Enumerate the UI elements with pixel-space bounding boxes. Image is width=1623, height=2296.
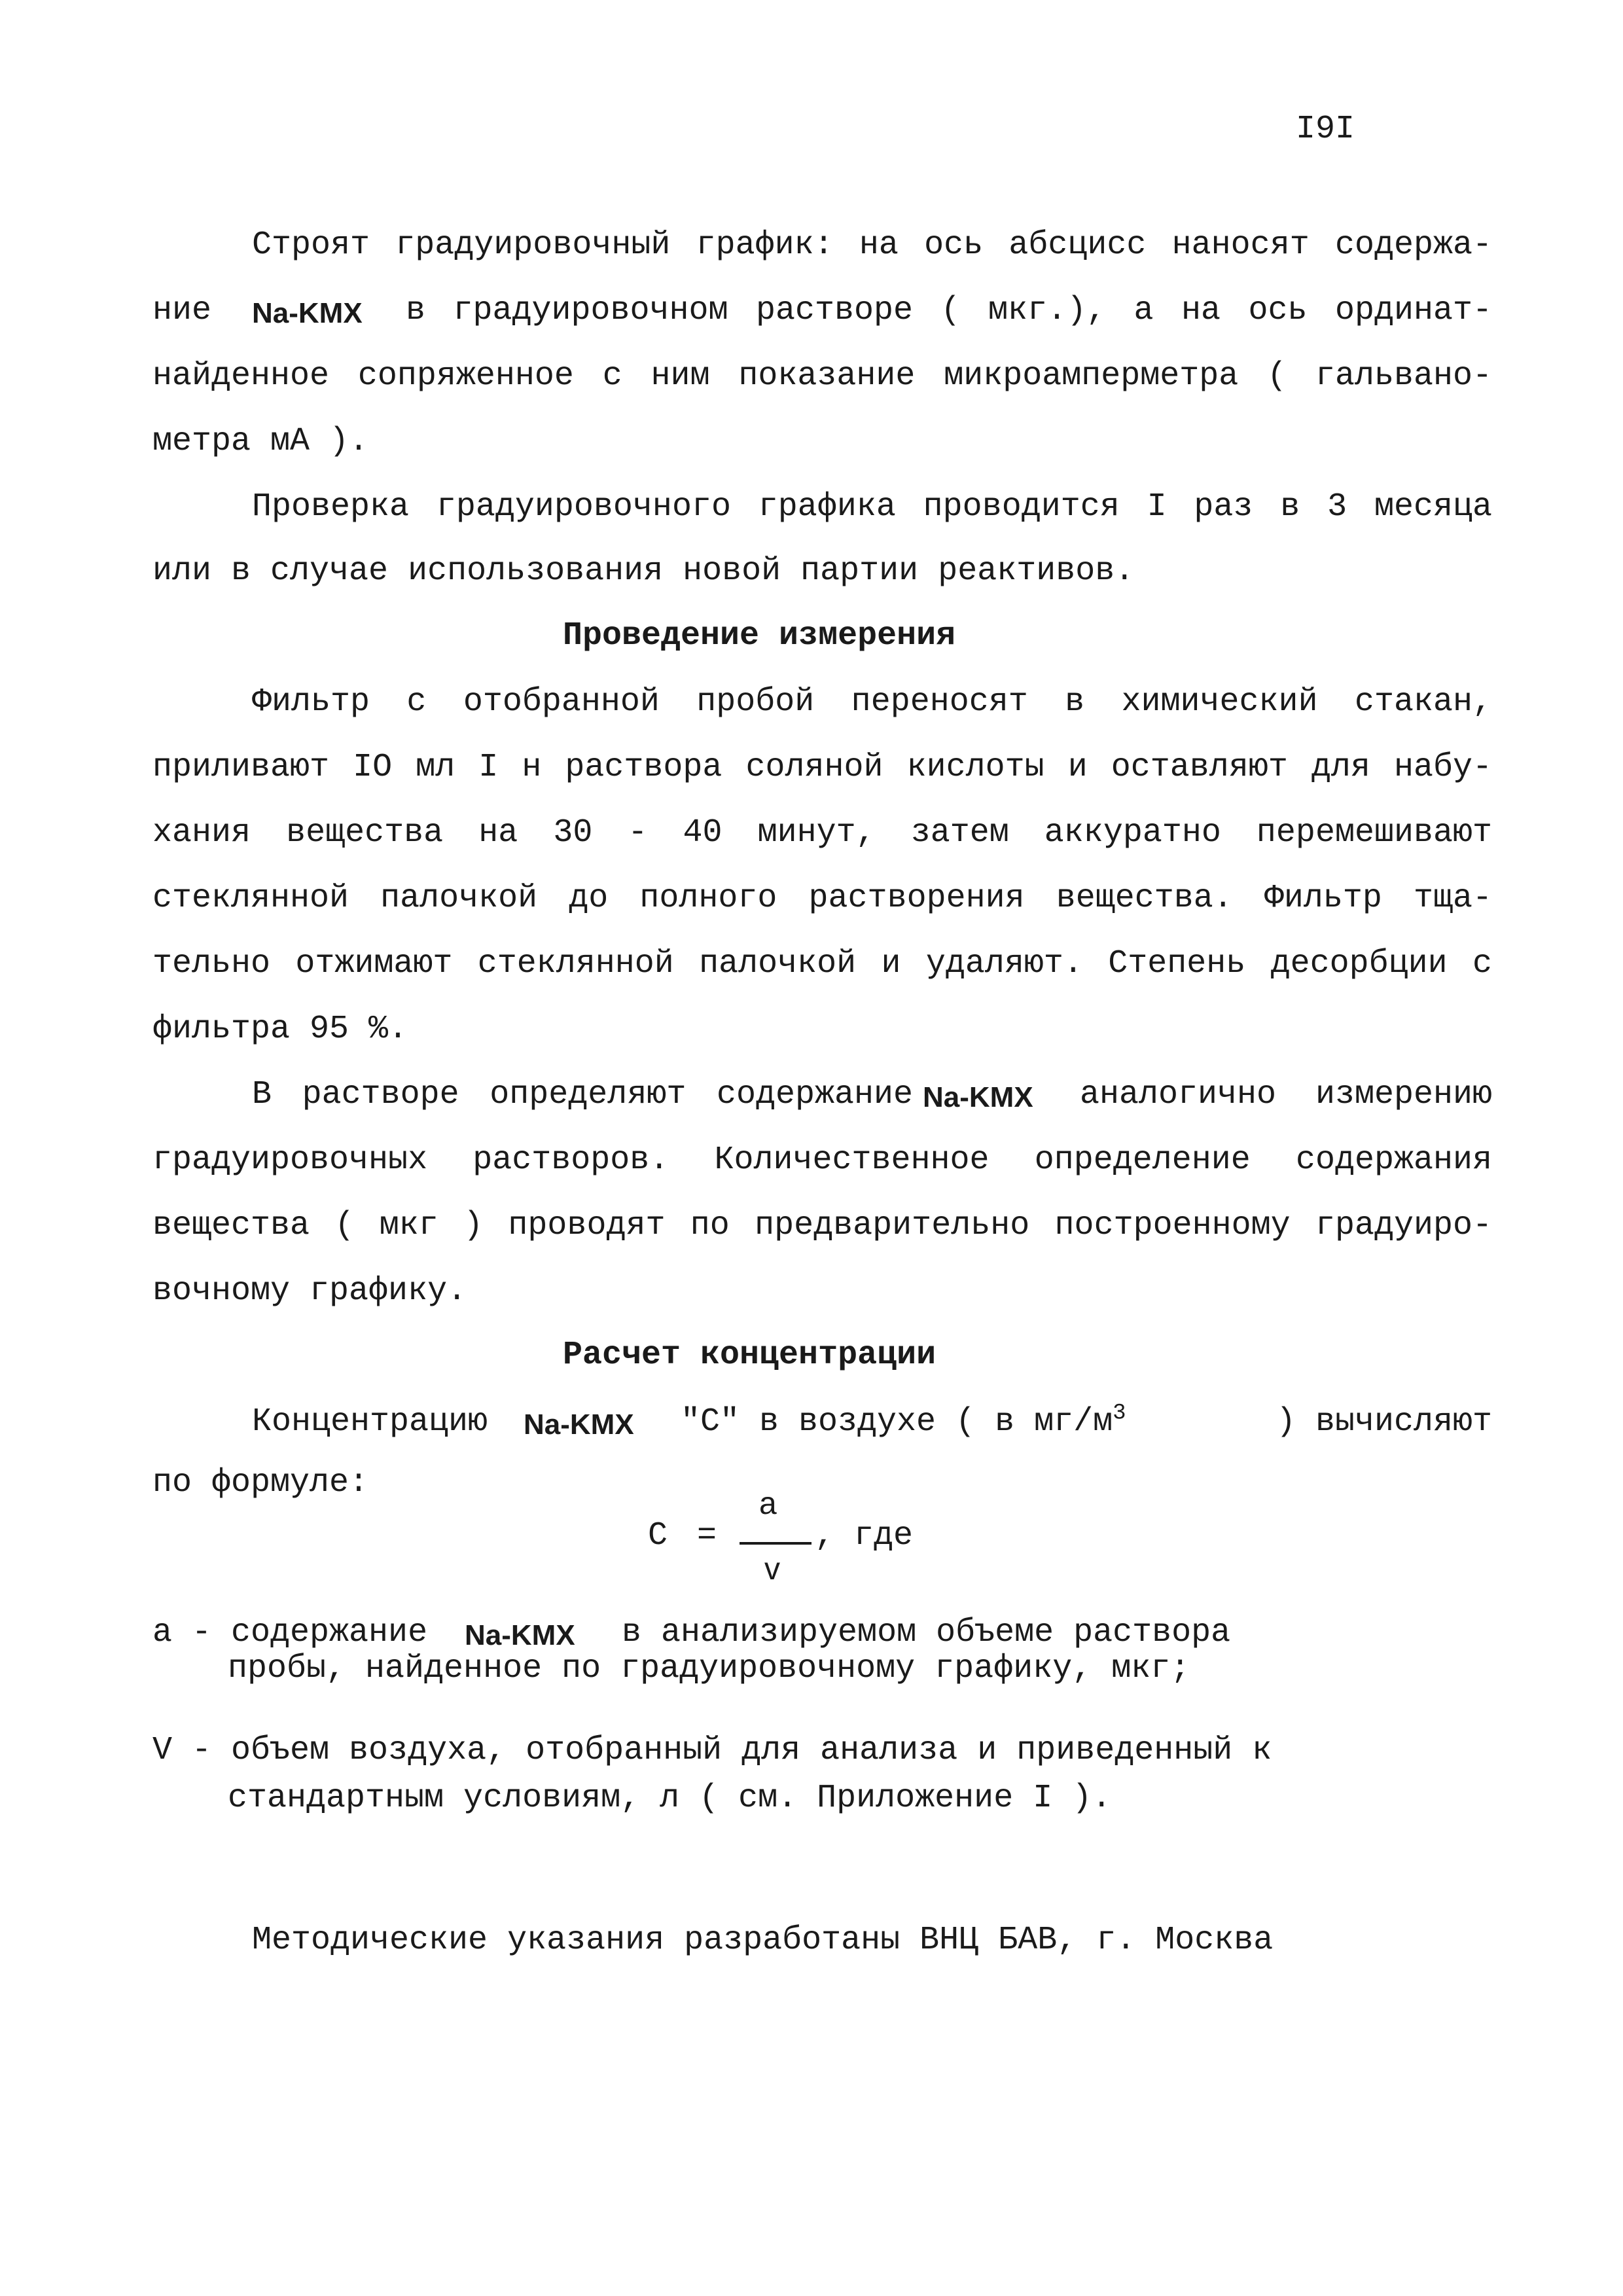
substance-name: Na-KMX [923, 1081, 1033, 1113]
formula-numerator: a [759, 1486, 777, 1521]
para2-line1: Проверка градуировочного графика проводится I раз в 3 месяца [252, 488, 1492, 526]
formula-denominator: v [764, 1552, 780, 1587]
para4-line2: градуировочных растворов. Количественное определение содержания [152, 1141, 1492, 1179]
para1-line2-start: ние [152, 292, 212, 329]
para4-line3: вещества ( мкг ) проводят по предварительно построенному градуиро- [152, 1207, 1492, 1244]
formula-lhs: С [648, 1517, 668, 1554]
para3-line2: приливают IO мл I н раствора соляной кислоты и оставляют для набу- [152, 749, 1492, 786]
page-number: I9I [1296, 111, 1355, 148]
section-heading-calculation: Расчет концентрации [563, 1336, 936, 1374]
def-a-line1-end: в анализируемом объеме раствора [622, 1614, 1231, 1651]
para5-line2: по формуле: [152, 1464, 369, 1501]
para3-line5: тельно отжимают стеклянной палочкой и удаляют. Степень десорбции с [152, 945, 1492, 982]
para1-line4: метра мА ). [152, 423, 369, 460]
def-a-line1-start: а - содержание [152, 1614, 428, 1651]
substance-name: Na-KMX [524, 1408, 634, 1441]
units-text: "С" в воздухе ( в мг/м [681, 1403, 1113, 1441]
para1-line3: найденное сопряженное с ним показание микроамперметра ( гальвано- [152, 357, 1492, 395]
para4-line1-start: В растворе определяют содержание [252, 1076, 913, 1113]
para5-line1-end: ) вычисляют [1275, 1403, 1492, 1441]
def-v-line2: стандартным условиям, л ( см. Приложение I ). [228, 1780, 1112, 1817]
para4-line1-end: аналогично измерению [1080, 1076, 1492, 1113]
section-heading-measurement: Проведение измерения [563, 617, 956, 655]
def-a-line2: пробы, найденное по градуировочному графику, мкг; [228, 1650, 1190, 1687]
para5-line1-mid [681, 1403, 1126, 1442]
para2-line2: или в случае использования новой партии реактивов. [152, 552, 1135, 590]
para1-line2-end: в градуировочном растворе ( мкг.), а на ось ординат- [406, 292, 1492, 329]
para3-line6: фильтра 95 %. [152, 1011, 408, 1048]
concentration-formula [648, 1486, 975, 1604]
para3-line4: стеклянной палочкой до полного растворения вещества. Фильтр тща- [152, 880, 1492, 917]
footer-note: Методические указания разработаны ВНЦ БАВ, г. Москва [252, 1922, 1274, 1959]
substance-name: Na-KMX [465, 1619, 575, 1651]
para3-line1: Фильтр с отобранной пробой переносят в химический стакан, [252, 683, 1492, 721]
units-superscript: 3 [1113, 1401, 1126, 1426]
substance-name: Na-KMX [252, 297, 363, 329]
formula-equals: = [697, 1517, 717, 1554]
para5-line1-start: Концентрацию [252, 1403, 488, 1441]
para4-line4: вочному графику. [152, 1272, 467, 1310]
para3-line3: хания вещества на 30 - 40 минут, затем аккуратно перемешивают [152, 814, 1492, 852]
formula-where: , где [815, 1517, 914, 1554]
def-v-line1: V - объем воздуха, отобранный для анализа и приведенный к [152, 1732, 1272, 1769]
para1-line1: Строят градуировочный график: на ось абсцисс наносят содержа- [252, 226, 1492, 264]
fraction-bar [740, 1542, 812, 1545]
